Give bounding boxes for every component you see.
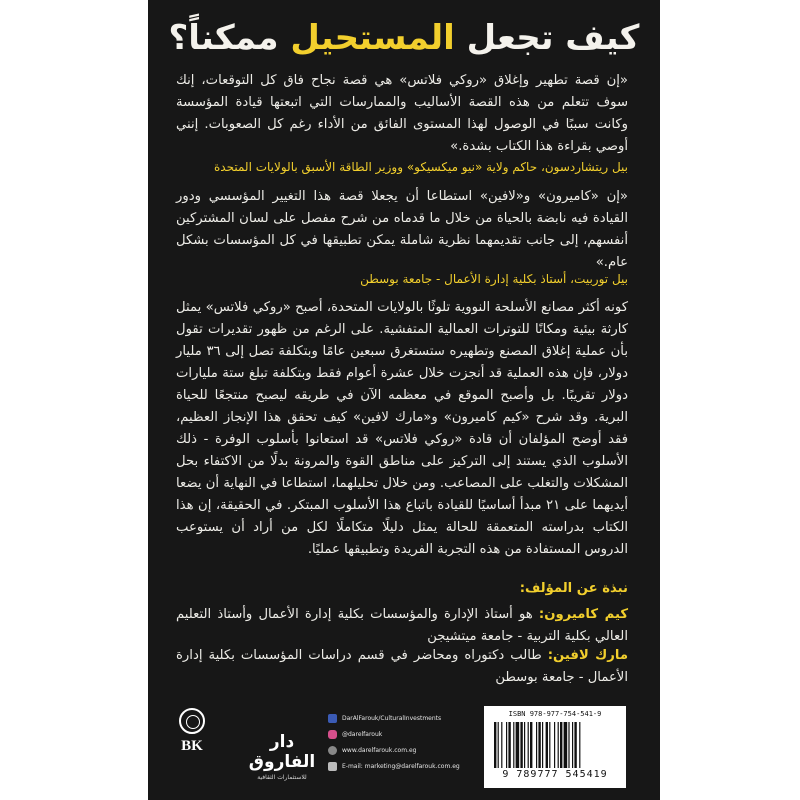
bk-logo-text: BK (181, 738, 203, 754)
title-highlight: المستحيل (290, 18, 455, 58)
barcode-stripe (538, 722, 540, 768)
web-icon (328, 746, 337, 755)
book-title (148, 16, 660, 60)
barcode-bars (494, 722, 616, 768)
author-1-desc: هو أستاذ الإدارة والمؤسسات بكلية إدارة الأعمال وأستاذ التعليم العالي بكلية التربية - جامعة ميتشيجن (176, 607, 628, 644)
quote-2-attribution: بيل توربيت، أستاذ بكلية إدارة الأعمال - جامعة بوسطن (360, 272, 628, 286)
barcode-stripe (494, 722, 496, 768)
barcode-stripe (506, 722, 507, 768)
about-heading: نبذة عن المؤلف: (519, 581, 628, 596)
barcode-stripe (516, 722, 520, 768)
author-2-name: مارك لافين: (547, 648, 628, 663)
facebook-icon (328, 714, 337, 723)
author-1-name: كيم كاميرون: (538, 607, 628, 622)
title-part-1: كيف تجعل (466, 18, 640, 58)
contact-mail-text: E-mail: marketing@darelfarouk.com.eg (342, 762, 460, 770)
quote-2-text: «إن «كاميرون» و«لافين» استطاعا أن يجعلا قصة هذا التغيير المؤسسي ودور القيادة فيه نابضة بالحياة من خلال ما قدماه من شرح مفصل على لسان المشتركين أنفسهم، إلى جانب تقديمهما نظرية شاملة يمكن تطبيقها في كل المؤسسات بشكل عام.» (176, 189, 628, 270)
barcode-stripe (524, 722, 525, 768)
barcode-stripe (579, 722, 580, 768)
contact-web (328, 742, 458, 758)
title-part-3: ممكناً؟ (168, 18, 279, 58)
barcode-stripe (560, 722, 562, 768)
instagram-icon (328, 730, 337, 739)
barcode-stripe (546, 722, 548, 768)
barcode-stripe (520, 722, 522, 768)
description-text: كونه أكثر مصانع الأسلحة النووية تلوثًا بالولايات المتحدة، أصبح «روكي فلاتس» يمثل كارثة بيئية ومكانًا للتوترات العمالية المتفشية. على الرغم من ظهور تقديرات تقول بأن عملية إغلاق المصنع وتطهيره ستستغرق سبعين عامًا وبتكلفة تصل إلى ٣٦ مليار دولار، فإن هذه العملية قد أنجزت خلال عشرة أعوام فقط وبتكلفة تبلغ ستة مليارات دولار تقريبًا. بل وأصبح الموقع في معظمه الآن في طريقه ليصبح منتجعًا للحياة البرية. وقد شرح «كيم كاميرون» و«مارك لافين» كيف تحقق هذا الإنجاز العظيم، فقد أوضح المؤلفان أن قادة «روكي فلاتس» قد استعانوا بأسلوب الوفرة - ذلك الأسلوب الذي يستند إلى التركيز على مناطق القوة والمرونة بدلًا من الاكتفاء بحل المشكلات والتغلب على المصاعب. ومن خلال تحليلهما، استطاعا في النهاية أن يضعا أيديهما على ٢١ مبدأ أساسيًا للقيادة باتباع هذا الأسلوب المبتكر. في الحقيقة، إن هذا الكتاب بدراسته المتعمقة للحالة يمثل دليلًا متكاملًا لكل من أراد أن يستوعب الدروس المستفادة من هذه التجربة الفريدة وتطبيقها عمليًا. (176, 300, 628, 557)
contact-instagram-text: @darelfarouk (342, 730, 383, 738)
barcode-stripe (568, 722, 569, 768)
isbn-label: ISBN 978-977-754-541-9 (508, 710, 602, 718)
publisher-logo (240, 732, 324, 780)
cover-footer (148, 690, 660, 800)
barcode-stripe (508, 722, 510, 768)
endorsement-quote-2 (176, 186, 628, 274)
endorsement-quote-1 (176, 70, 628, 158)
barcode-stripe (572, 722, 573, 768)
contact-facebook-text: DarAlFarouk/CulturalInvestments (342, 714, 442, 722)
barcode-stripe (554, 722, 555, 768)
barcode-stripe (558, 722, 559, 768)
mail-icon (328, 762, 337, 771)
barcode-stripe (498, 722, 499, 768)
bk-globe-icon (179, 708, 205, 734)
author-2-bio (176, 645, 628, 689)
bk-logo (170, 708, 214, 755)
book-description (176, 297, 628, 561)
publisher-name: دار الفاروق (248, 732, 316, 772)
barcode-stripe (501, 722, 502, 768)
book-back-cover (148, 0, 660, 800)
quote-1-text: «إن قصة تطهير وإغلاق «روكي فلاتس» هي قصة نجاح فاق كل التوقعات، إنك سوف تتعلم من هذه القصة الأساليب والممارسات التي اتبعتها قيادة المؤسسة وكانت سببًا في الوصول لهذا المستوى الفائق من الأداء رغم كل الصعوبات. إنني أوصي بقراءة هذا الكتاب بشدة.» (176, 73, 628, 154)
barcode-stripe (564, 722, 568, 768)
contact-mail (328, 758, 458, 774)
barcode-stripe (528, 722, 529, 768)
barcode-number: 9 789777 545419 (502, 769, 608, 780)
barcode-stripe (530, 722, 532, 768)
about-author-heading (176, 578, 628, 600)
quote-1-attribution: بيل ريتشاردسون، حاكم ولاية «نيو ميكسيكو» ووزير الطاقة الأسبق بالولايات المتحدة (214, 160, 628, 174)
publisher-contacts (328, 710, 458, 774)
publisher-subtitle: للاستثمارات الثقافية (257, 774, 307, 781)
barcode-stripe (542, 722, 543, 768)
contact-facebook (328, 710, 458, 726)
barcode-stripe (549, 722, 550, 768)
contact-instagram (328, 726, 458, 742)
author-2-desc: طالب دكتوراه ومحاضر في قسم دراسات المؤسسات بكلية إدارة الأعمال - جامعة بوسطن (176, 648, 628, 685)
contact-web-text: www.darelfarouk.com.eg (342, 746, 417, 754)
author-1-bio (176, 604, 628, 648)
barcode-stripe (513, 722, 514, 768)
isbn-barcode (484, 706, 626, 788)
barcode-stripe (574, 722, 576, 768)
barcode-stripe (536, 722, 537, 768)
